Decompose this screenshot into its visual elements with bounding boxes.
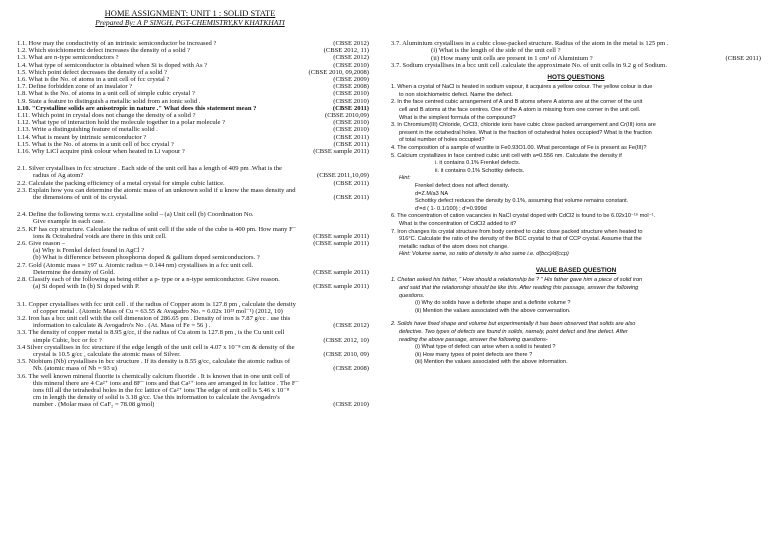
question-source: (CBSE 2012): [333, 54, 369, 62]
question-line: [17, 69, 369, 76]
question-line: [17, 76, 369, 83]
question-line: [17, 240, 369, 247]
question-source: (CBSE sample 2011): [313, 148, 369, 156]
question-group-right-top: [391, 40, 761, 70]
question-line: [17, 40, 369, 47]
question-source: (CBSE 2010): [333, 401, 369, 409]
question-line: [17, 134, 369, 141]
text-line: 4. The composition of a sample of wustite is Fe0.93O1.00. What percentage of Fe is present as Fe(III)?: [391, 144, 647, 151]
question-text: 2.4. Define the following terms w.r.t. crystalline solid – (a) Unit cell (b) Coordination No.: [17, 211, 254, 219]
text-line: ii. it contains 0.1% Schottky defects.: [435, 167, 525, 174]
question-text: information to calculate & Avogadro's No . (At. Mass of Fe = 56 ) .: [33, 322, 211, 330]
question-group-2: [17, 165, 369, 201]
question-text: 1.14. What is meant by intrinsic semiconductor ?: [17, 133, 147, 141]
question-line: [17, 62, 369, 69]
question-source: (CBSE 2010, 09,2008): [308, 68, 369, 76]
text-line: defective. Two types of defects are found in solids, namely, point defect and line defect. After: [399, 329, 628, 336]
question-text: Determine the density of Gold.: [33, 268, 115, 276]
question-line: [17, 322, 369, 329]
text-line: 2. Solids have fixed shape and volume but experimentally it has been observed that solids are also: [391, 321, 636, 328]
question-text: 1.10. "Crystalline solids are anisotropic in nature ." What does this statement mean ?: [17, 104, 257, 112]
question-line: [17, 301, 369, 308]
question-source: (CBSE 2011): [333, 194, 369, 202]
question-source: (CBSE sample 2011): [313, 232, 369, 240]
question-text: (b) What is difference between phosphorus doped & gallium doped semiconductors. ?: [33, 254, 260, 262]
text-line: questions.: [399, 292, 425, 299]
text-line: 5. Calcium crystallizes in face centred cubic unit cell with a=0.556 nm. Calculate the density if: [391, 152, 622, 159]
question-text: 1.15. What is the No. of atoms in a unit cell of bcc crystal ?: [17, 140, 174, 148]
text-line: Hint: Volume same, so ratio of density is also same i.e. d(bcc)/d(ccp): [399, 251, 569, 258]
question-line: [17, 194, 369, 201]
question-text: 1.13. Write a distinguishing feature of metallic solid .: [17, 126, 158, 134]
question-text: 2.8. Classify each of the following as being either a p- type or a n-type semiconductor. Give reason.: [17, 276, 280, 284]
question-text: 1.6. What is the No. of atoms in a unit cell of fcc crystal ?: [17, 76, 170, 84]
question-line: [17, 247, 369, 254]
question-source: (CBSE 2012): [333, 40, 369, 47]
text-line: 7. Iron changes its crystal structure from body centred to cubic close packed structure when heated to: [391, 228, 643, 235]
question-text: 2.3. Explain how you can determine the atomic mass of an unknown solid if u know the mass density and: [17, 186, 296, 194]
question-line: [17, 98, 369, 105]
question-text: 1.2. Which stoichiometric defect increases the density of a solid ?: [17, 47, 191, 55]
text-line: reading the above passage, answer the following questions-: [399, 336, 548, 343]
question-group-4: [17, 301, 369, 409]
question-text: (a) Si doped with In (b) Si doped with P.: [33, 283, 140, 291]
text-line: What is the concentration of CdCl2 added to it?: [399, 220, 517, 227]
text-line: 6. The concentration of cation vacancies in NaCl crystal doped with CdCl2 is found to be 6.02x10⁻¹⁶ mol⁻¹.: [391, 213, 655, 220]
question-text: 3.5. Niobium (Nb) crystallises in bcc structure . If its density is 8.55 g/cc, calculate the atomic radius of: [17, 358, 291, 366]
question-text: 1.11. Which point in crystal does not change the density of a solid ?: [17, 112, 196, 120]
question-text: (a) Why is Frenkel defect found in AgCl ?: [33, 247, 145, 255]
question-text: crystal is 10.5 g/cc , calculate the atomic mass of Silver.: [33, 350, 181, 358]
hots-heading: HOTS QUESTIONS: [547, 73, 605, 81]
text-line: (i) What type of defect can arise when a solid is heated ?: [415, 344, 556, 351]
question-line: [17, 226, 369, 233]
question-source: (CBSE 2011): [333, 179, 369, 187]
question-source: (CBSE 2011): [333, 133, 369, 141]
question-line: [17, 358, 369, 365]
text-line: to non stoichiometric defect. Name the defect.: [399, 91, 513, 98]
question-line: [17, 180, 369, 187]
question-text: 2.2. Calculate the packing efficiency of a metal crystal for simple cubic lattice.: [17, 179, 225, 187]
question-line: [391, 40, 761, 47]
text-line: and said that the relationship should be like this. After reading this passage, answer the following: [399, 285, 639, 292]
question-source: (CBSE 2010): [333, 61, 369, 69]
question-line: [17, 373, 369, 380]
question-source: (CBSE 2010): [333, 90, 369, 98]
question-source: (CBSE 2008): [333, 83, 369, 91]
question-text: simple Cubic, bcc or fcc ?: [33, 336, 102, 344]
vbq-heading: VALUE BASED QUESTION: [535, 266, 617, 274]
hots-questions: [391, 84, 761, 259]
question-text: 1.5. Which point defect decreases the density of a solid ?: [17, 68, 168, 76]
question-line: [17, 254, 369, 261]
page-subtitle: Prepared By: A P SINGH, PGT-CHEMISTRY,KV KHATKHATI: [95, 18, 285, 27]
question-text: 2.1. Silver crystallises in fcc structure . Each side of the unit cell has a length of 409 pm .What is the: [17, 165, 282, 173]
question-line: [391, 55, 761, 62]
question-source: (CBSE 2011): [332, 104, 369, 112]
question-text: of copper metal . (Atomic Mass of Cu = 63.55 & Avagadro No. = 6.02x 10²³ mol⁻¹) (2012, 10): [33, 307, 283, 315]
question-text: 1.16. Why LiCl acquire pink colour when heated in Li vapour ?: [17, 148, 185, 156]
question-source: (CBSE 2010,09): [325, 112, 369, 120]
question-text: cm in length the density of solid is 3.18 g/cc. Use this information to calculate the Avogadro's: [33, 394, 280, 402]
question-text: (i) What is the length of the side of the unit cell ?: [431, 47, 561, 55]
text-line: of total number of holes occupied?: [399, 137, 485, 144]
question-source: (CBSE 2011): [725, 54, 761, 62]
question-source: (CBSE 2010): [333, 119, 369, 127]
question-line: [17, 401, 369, 408]
question-line: [17, 83, 369, 90]
question-line: [17, 233, 369, 240]
question-text: ions fill all the tetrahedral holes in the fcc lattice of Ca²⁺ ions The edge of unit cell is 5.46 x 10⁻⁸: [33, 386, 290, 394]
question-line: [17, 337, 369, 344]
question-line: [17, 308, 369, 315]
question-text: 3.1. Copper crystallises with fcc unit cell . if the radius of Copper atom is 127.8 pm , calculate the density: [17, 300, 296, 308]
text-line: (iii) Mention the values associated with the above information.: [415, 359, 568, 366]
question-line: [17, 351, 369, 358]
question-line: [17, 105, 369, 112]
question-text: ions & Octrahedral voids are there in this unit cell.: [33, 232, 167, 240]
value-based-questions: [391, 277, 761, 367]
question-text: number . (Molar mass of CaF₂ = 78.08 g/mol): [33, 401, 155, 409]
question-source: (CBSE 2011,10,09): [317, 172, 369, 180]
question-text: 3.7. Sodium crystallises in a bcc unit cell .calculate the approximate No. of unit cells in 9.2 g of Sodium.: [391, 62, 667, 70]
text-line: 1. Chetan asked his father, " How should a relationship be ? " His father gave him a piece of solid iron: [391, 277, 643, 284]
question-text: 2.7. Gold (Atomic mass = 197 u. Atomic radius = 0.144 nm) crystallises in a fcc unit cell.: [17, 261, 254, 269]
question-line: [17, 365, 369, 372]
question-source: (CBSE 2012, 10): [323, 336, 369, 344]
question-text: 1.12. What type of interaction hold the molecule together in a polar molecule ?: [17, 119, 226, 127]
text-line: d'=d ( 1- 0.1/100) ; d'=0.999d: [415, 205, 487, 212]
question-text: 1.8. What is the No. of atoms in a unit cell of simple cubic crystal ?: [17, 90, 195, 98]
text-line: Schottky defect reduces the density by 0.1%, assuming that volume remains constant.: [415, 198, 629, 205]
text-line: 2. In the face centred cubic arrangement of A and B atoms where A atoms are at the corner of the unit: [391, 99, 643, 106]
question-line: [17, 187, 369, 194]
question-source: (CBSE sample 2011): [313, 240, 369, 248]
text-line: Hint:: [399, 175, 411, 182]
question-line: [17, 394, 369, 401]
question-line: [17, 54, 369, 61]
question-line: [17, 165, 369, 172]
question-line: [17, 47, 369, 54]
question-source: (CBSE sample 2011): [313, 268, 369, 276]
question-line: [17, 90, 369, 97]
question-text: 3.3. The density of copper metal is 8.95 g/cc, if the radius of Cu atom is 127.8 pm , is the Cu unit cell: [17, 329, 285, 337]
text-line: present in the octahedral holes. What is the fraction of octahedral holes occupied? What is the fraction: [399, 129, 652, 136]
question-text: 3.7. Aluminium crystallises in a cubic close-packed structure. Radius of the atom in the metal is 125 pm .: [391, 40, 669, 47]
text-line: cell and B atoms at the face centres. One of the A atom is missing from one corner in the unit cell.: [399, 107, 641, 113]
text-line: Frenkel defect does not affect density.: [415, 182, 510, 189]
right-column: [391, 40, 761, 367]
question-text: 1.4. What type of semiconductor is obtained when Si is doped with As ?: [17, 61, 208, 69]
text-line: 916°C. Calculate the ratio of the density of the BCC crystal to that of CCP crystal. Assume that the: [399, 236, 642, 243]
text-line: d=Z.M/a3 NA: [415, 190, 449, 197]
question-text: 1.9. State a feature to distinguish a metallic solid from an ionic solid .: [17, 97, 201, 105]
text-line: 3. In Chromium(III) Chloride, CrCl3, chloride ions have cubic close packed arrangement and Cr(III) ions are: [391, 122, 656, 129]
question-source: (CBSE 2010, 09): [323, 350, 369, 358]
question-text: 3.4 Silver crystallises in fcc structure if the edge length of the unit cell is 4.07 x 10⁻⁸ cm & density of the: [17, 343, 295, 351]
text-line: i. it contains 0.1% Frenkel defects.: [435, 160, 521, 167]
question-line: [17, 126, 369, 133]
page-title: HOME ASSIGNMENT: UNIT 1 : SOLID STATE: [104, 8, 276, 18]
question-line: [17, 119, 369, 126]
question-line: [17, 262, 369, 269]
question-text: 1.3. What are n-type semiconductors ?: [17, 54, 119, 62]
question-line: [17, 211, 369, 218]
question-source: (CBSE 2010): [333, 126, 369, 134]
question-line: [17, 269, 369, 276]
question-line: [17, 329, 369, 336]
question-line: [17, 148, 369, 155]
question-source: (CBSE sample 2011): [313, 283, 369, 291]
question-text: (ii) How many unit cells are present in 1 cm³ of Aluminium ?: [431, 54, 593, 62]
text-line: metallic radius of the atom does not change.: [399, 243, 509, 250]
question-line: [17, 387, 369, 394]
question-line: [17, 276, 369, 283]
question-text: this mineral there are 4 Ca²⁺ ions and 8F⁻ ions and that Ca²⁺ ions are arranged in fcc lattice . The F⁻: [33, 379, 300, 387]
question-group-1: [17, 40, 369, 155]
question-line: [17, 315, 369, 322]
question-text: 1.7. Define forbidden zone of an insulator ?: [17, 83, 133, 91]
question-group-3: [17, 211, 369, 290]
question-line: [17, 141, 369, 148]
question-line: [17, 380, 369, 387]
question-line: [17, 112, 369, 119]
question-text: 2.5. KF has ccp structure. Calculate the radius of unit cell if the side of the cube is 400 pm. How many F⁻: [17, 225, 297, 233]
text-line: (i) Why do solids have a definite shape and a definite volume ?: [415, 300, 571, 307]
question-text: 3.2. Iron has a bcc unit cell with the cell dimension of 286.65 pm . Density of iron is 7.87 g/cc . use this: [17, 314, 291, 322]
question-source: (CBSE 2009): [333, 76, 369, 84]
question-line: [17, 344, 369, 351]
left-column: [17, 40, 369, 409]
question-text: 3.6. The well known mineral fluorite is chemically calcium fluoride . It is known that in one unit cell of: [17, 372, 291, 380]
question-text: 1.1. How may the conductivity of an intrinsic semiconductor be increased ?: [17, 40, 217, 47]
question-source: (CBSE 2012): [333, 322, 369, 330]
question-line: [17, 283, 369, 290]
text-line: What is the simplest formula of the compound?: [399, 114, 516, 121]
question-text: Give example in each case.: [33, 218, 105, 226]
question-text: Nb. (atomic mass of Nb = 93 u): [33, 365, 117, 373]
question-line: [17, 218, 369, 225]
question-text: the dimensions of unit of its crystal.: [33, 194, 128, 202]
question-source: (CBSE 2012, 11): [323, 47, 369, 55]
text-line: (ii) How many types of point defects are there ?: [415, 351, 533, 358]
question-text: 2.6. Give reason –: [17, 240, 66, 248]
question-source: (CBSE 2008): [333, 365, 369, 373]
text-line: 1. When a crystal of NaCl is heated in sodium vapour, it acquires a yellow colour. The yellow colour is due: [391, 84, 653, 91]
question-text: radius of Ag atom?: [33, 172, 84, 180]
question-line: [17, 172, 369, 179]
question-line: [391, 47, 761, 54]
question-source: (CBSE 2011): [333, 140, 369, 148]
text-line: (ii) Mention the values associated with the above conversation.: [415, 307, 571, 314]
question-line: [391, 62, 761, 69]
question-source: (CBSE 2010): [333, 97, 369, 105]
